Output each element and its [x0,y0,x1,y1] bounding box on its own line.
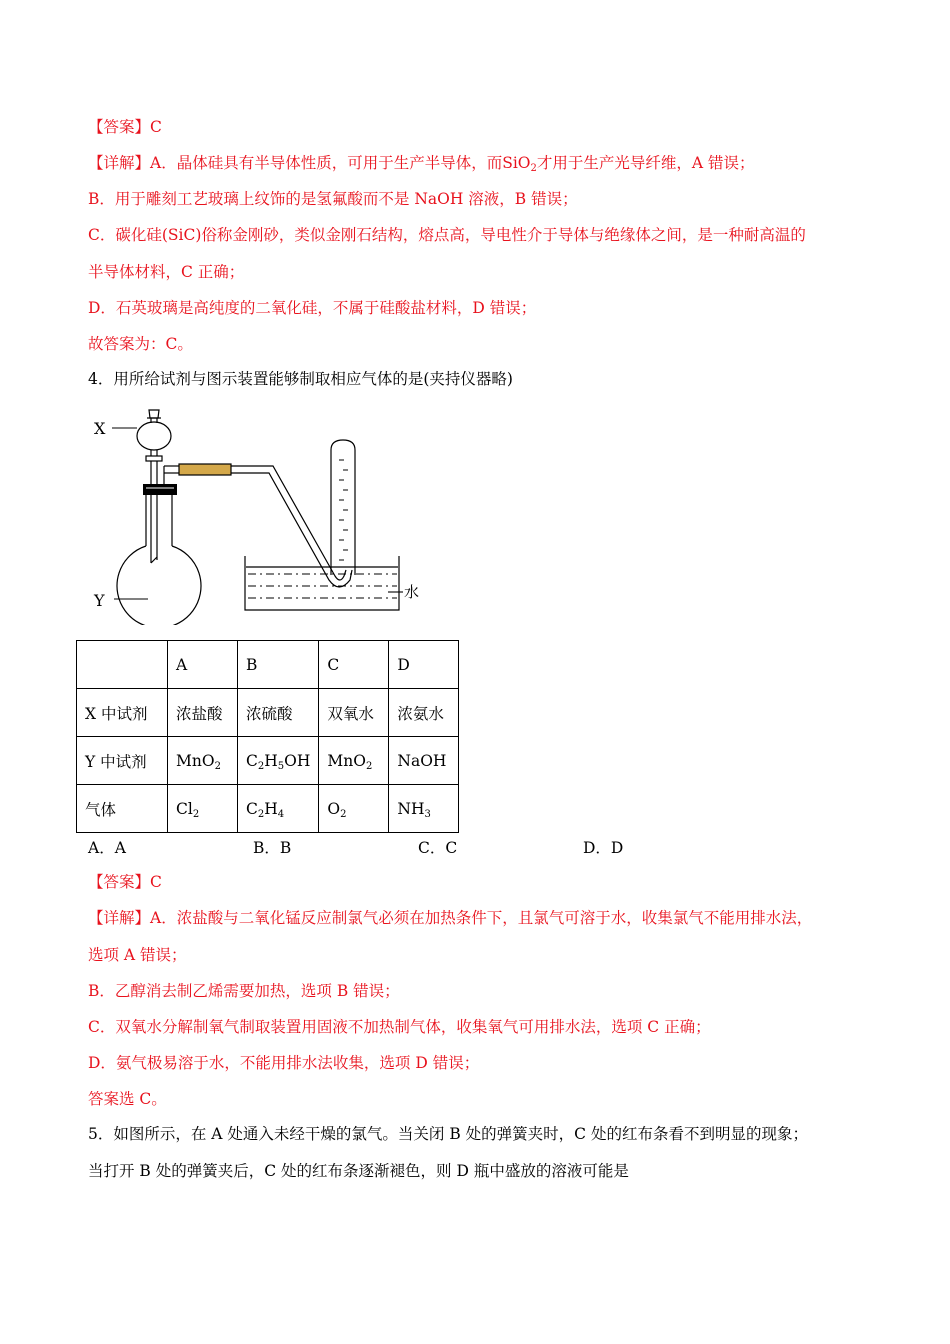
sio2-formula: SiO$_2$ [502,154,537,174]
row-label: 气体 [77,785,168,833]
table-header-c: C [319,641,389,689]
round-flask [117,546,201,625]
stopcock [146,456,162,461]
table-header-a: A [168,641,238,689]
table-cell: $C_2H_4$ [238,785,319,833]
q3-detail-c-line1: C．碳化硅(SiC)俗称金刚砂，类似金刚石结构，熔点高，导电性介于导体与绝缘体之间，是一种耐高温的 [88,226,806,244]
label-water: 水 [404,583,420,601]
label-x: X [94,419,106,438]
q4-detail-b: B．乙醇消去制乙烯需要加热，选项 B 错误； [88,982,400,1000]
choice-b: B．B [253,839,292,857]
table-cell [77,641,168,689]
table-row [77,737,459,785]
table-cell: $Cl_2$ [168,785,238,833]
apparatus-diagram [88,400,433,625]
choice-c: C．C [418,839,458,857]
table-cell: NaOH [389,737,459,785]
table-cell: 浓盐酸 [168,689,238,737]
rubber-stopper [143,484,177,495]
choice-d: D．D [583,839,624,857]
row-label: Y 中试剂 [77,737,168,785]
q4-choices [88,836,688,856]
funnel-bulb [137,422,171,450]
reagent-table [76,640,459,833]
q4-detail-a-line1: 【详解】A．浓盐酸与二氧化锰反应制氯气必须在加热条件下，且氯气可溶于水，收集氯气不能用排水法， [88,909,813,927]
table-header-b: B [238,641,319,689]
q3-detail-c-line2: 半导体材料，C 正确； [88,263,245,281]
table-cell: $O_2$ [319,785,389,833]
table-cell: 双氧水 [319,689,389,737]
q4-detail-c: C．双氧水分解制氧气制取装置用固液不加热制气体，收集氧气可用排水法，选项 C 正确； [88,1018,711,1036]
funnel-stopper [149,410,159,418]
table-row [77,689,459,737]
q4-detail-d: D．氨气极易溶于水，不能用排水法收集，选项 D 错误； [88,1054,480,1072]
label-y: Y [94,591,105,610]
row-label: X 中试剂 [77,689,168,737]
q4-detail-a-line2: 选项 A 错误； [88,946,187,964]
table-cell: 浓氨水 [389,689,459,737]
choice-a: A．A [88,839,126,857]
q3-detail-b: B．用于雕刻工艺玻璃上纹饰的是氢氟酸而不是 NaOH 溶液，B 错误； [88,190,578,208]
table-cell: 浓硫酸 [238,689,319,737]
q3-conclusion: 故答案为：C。 [88,335,193,353]
table-cell: $C_2H_5OH$ [238,737,319,785]
q3-detail-a: 【详解】A．晶体硅具有半导体性质，可用于生产半导体，而SiO$_2$才用于生产光导纤维，A 错误； [88,154,755,174]
rubber-tube [179,464,231,475]
q3-answer: 【答案】C [88,118,162,136]
table-header-row [77,641,459,689]
table-header-d: D [389,641,459,689]
table-cell: MnO$_2$ [319,737,389,785]
q4-conclusion: 答案选 C。 [88,1090,167,1108]
q3-detail-d: D．石英玻璃是高纯度的二氧化硅，不属于硅酸盐材料，D 错误； [88,299,537,317]
table-cell: $NH_3$ [389,785,459,833]
q5-stem-line1: 5．如图所示，在 A 处通入未经干燥的氯气。当关闭 B 处的弹簧夹时，C 处的红布条看不到明显的现象； [88,1125,808,1143]
water-trough [245,556,399,610]
q4-stem: 4．用所给试剂与图示装置能够制取相应气体的是(夹持仪器略) [88,370,513,388]
tube-marks [339,460,348,560]
q4-answer: 【答案】C [88,873,162,891]
water-lines [248,574,397,598]
table-cell: MnO$_2$ [168,737,238,785]
q5-stem-line2: 当打开 B 处的弹簧夹后，C 处的红布条逐渐褪色，则 D 瓶中盛放的溶液可能是 [88,1162,629,1180]
table-row [77,785,459,833]
